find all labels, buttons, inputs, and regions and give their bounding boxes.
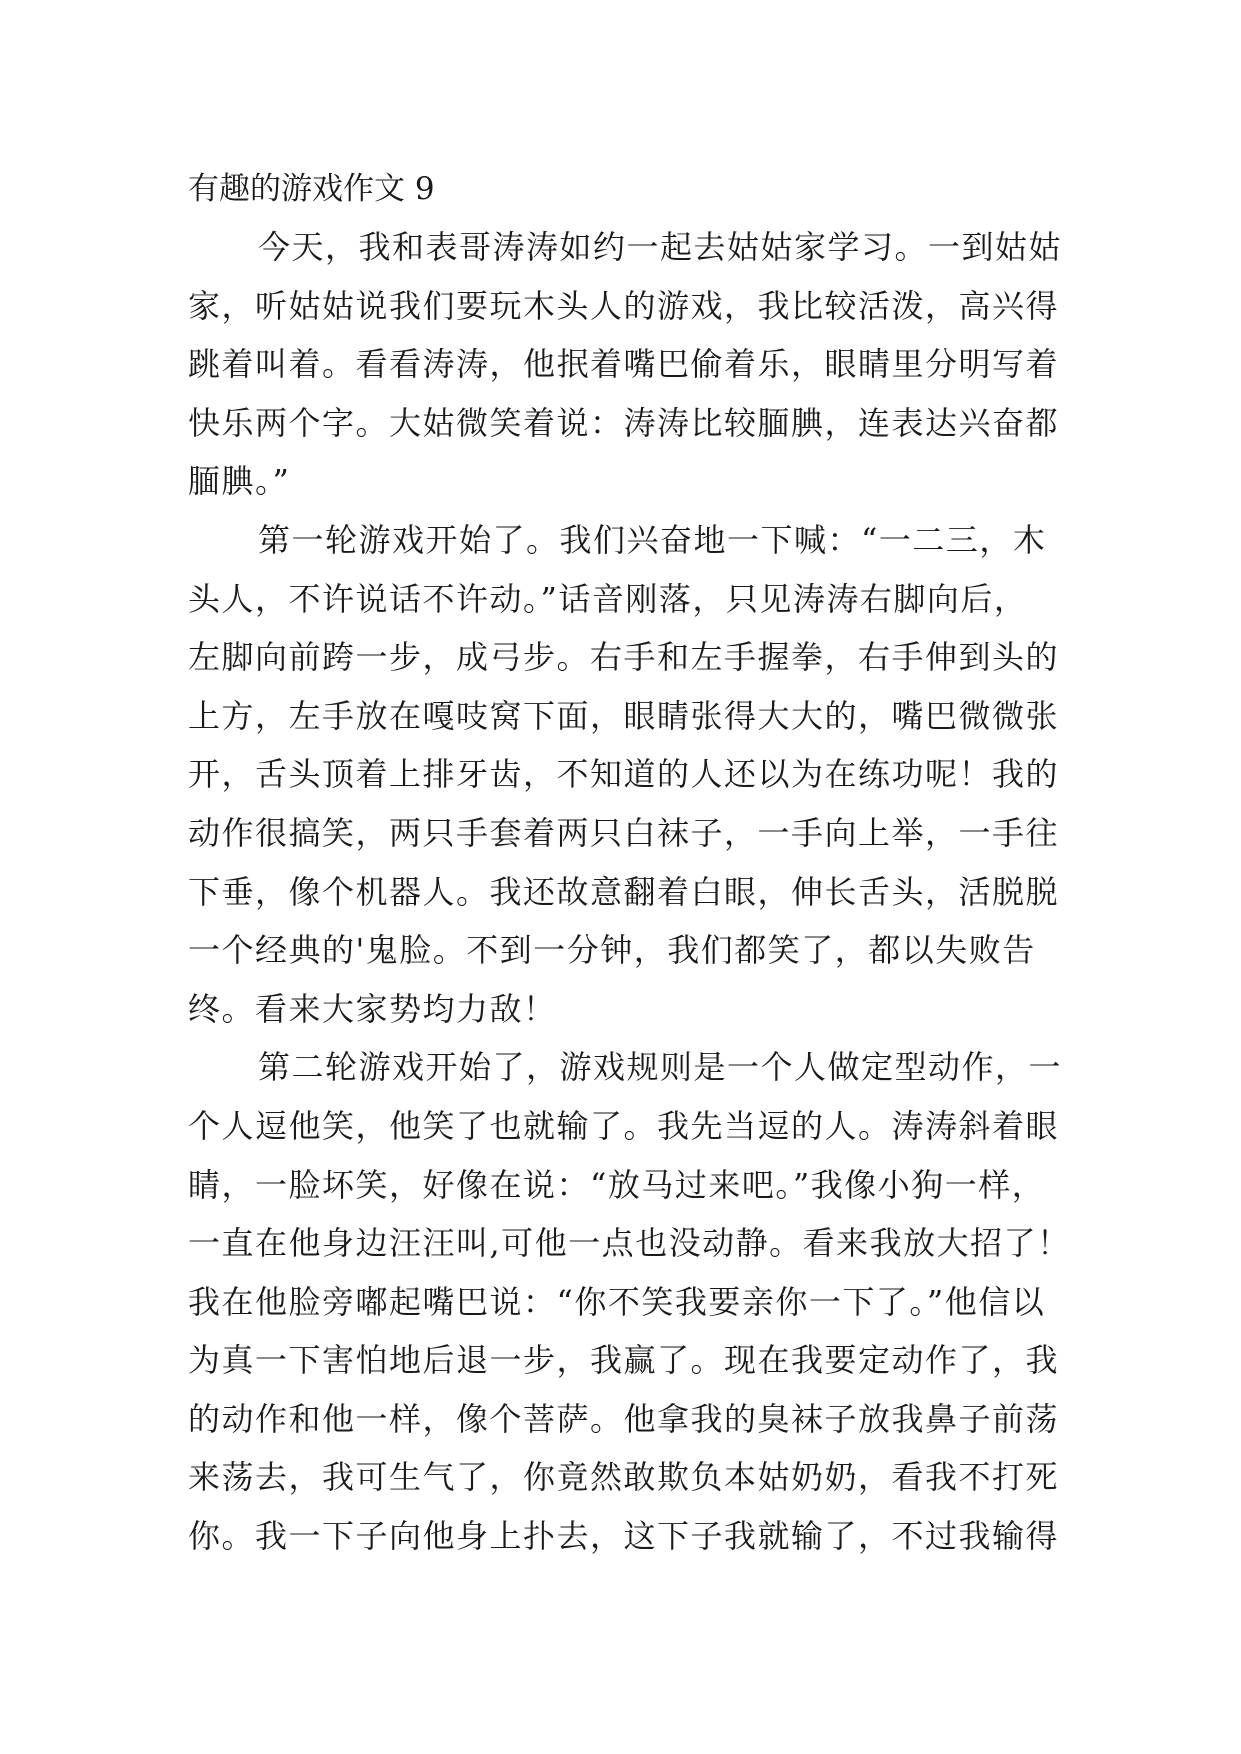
document-body [188, 160, 1071, 1566]
paragraph [188, 1038, 1071, 1565]
text-line: 跳着叫着。看看涛涛，他抿着嘴巴偷着乐，眼睛里分明写着 [188, 345, 1060, 384]
text-line: 第一轮游戏开始了。我们兴奋地一下喊：“一二三，木 [258, 520, 1047, 559]
text-line: 一个经典的'鬼脸。不到一分钟，我们都笑了，都以失败告 [188, 931, 1036, 970]
text-line: 家，听姑姑说我们要玩木头人的游戏，我比较活泼，高兴得 [188, 286, 1060, 325]
text-line: 我在他脸旁嘟起嘴巴说：“你不笑我要亲你一下了。”他信以 [188, 1282, 1046, 1321]
text-line: 你。我一下子向他身上扑去，这下子我就输了，不过我输得 [188, 1517, 1060, 1556]
document-title: 有趣的游戏作文 9 [188, 171, 435, 207]
text-line: 开，舌头顶着上排牙齿，不知道的人还以为在练功呢！我的 [188, 755, 1060, 794]
text-line: 下垂，像个机器人。我还故意翻着白眼，伸长舌头，活脱脱 [188, 872, 1060, 911]
text-line: 腼腆。” [188, 462, 291, 501]
text-line: 左脚向前跨一步，成弓步。右手和左手握拳，右手伸到头的 [188, 638, 1060, 677]
text-line: 个人逗他笑，他笑了也就输了。我先当逗的人。涛涛斜着眼 [188, 1106, 1060, 1145]
paragraph [188, 511, 1058, 1038]
text-line: 的动作和他一样，像个菩萨。他拿我的臭袜子放我鼻子前荡 [188, 1399, 1060, 1438]
text-line: 来荡去，我可生气了，你竟然敢欺负本姑奶奶，看我不打死 [188, 1458, 1060, 1497]
text-line: 头人，不许说话不许动。”话音刚落，只见涛涛右脚向后， [188, 579, 1028, 618]
text-line: 第二轮游戏开始了，游戏规则是一个人做定型动作，一 [258, 1048, 1063, 1087]
text-line: 为真一下害怕地后退一步，我赢了。现在我要定动作了，我 [188, 1341, 1060, 1380]
text-line: 动作很搞笑，两只手套着两只白袜子，一手向上举，一手往 [188, 813, 1060, 852]
text-line: 快乐两个字。大姑微笑着说：涛涛比较腼腆，连表达兴奋都 [188, 403, 1060, 442]
text-line: 一直在他身边汪汪叫,可他一点也没动静。看来我放大招了！ [188, 1224, 1071, 1263]
paragraph-list [188, 218, 1071, 1566]
text-line: 上方，左手放在嘎吱窝下面，眼睛张得大大的，嘴巴微微张 [188, 696, 1060, 735]
paragraph [188, 218, 1063, 511]
text-line: 睛，一脸坏笑，好像在说：“放马过来吧。”我像小狗一样， [188, 1165, 1046, 1204]
text-line: 终。看来大家势均力敌！ [188, 989, 557, 1028]
text-line: 今天，我和表哥涛涛如约一起去姑姑家学习。一到姑姑 [258, 228, 1063, 266]
